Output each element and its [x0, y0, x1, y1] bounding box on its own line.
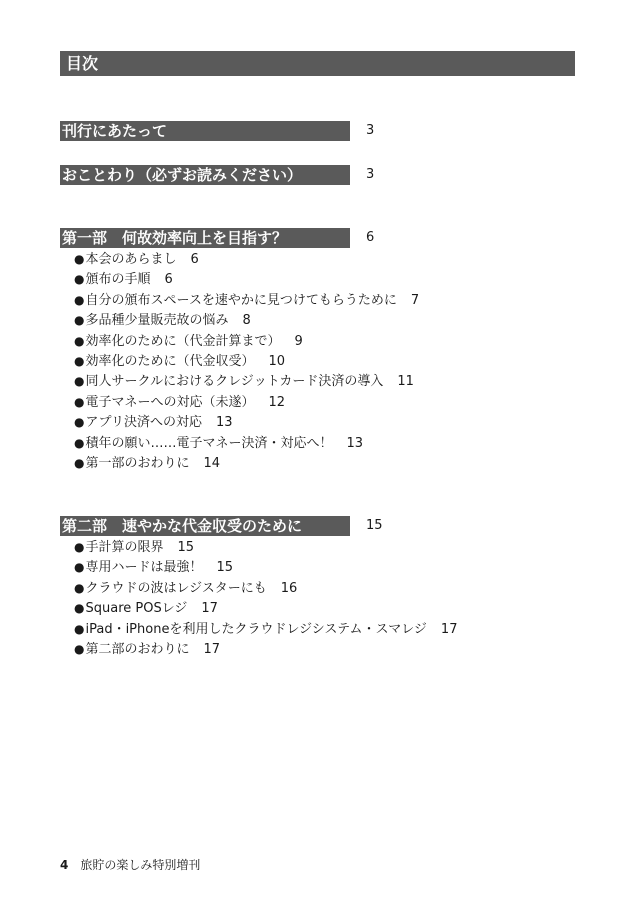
bullet-icon: ● — [74, 272, 85, 287]
bullet-icon: ● — [74, 601, 85, 616]
bullet-icon: ● — [74, 252, 85, 266]
toc-entry-page: 3 — [366, 123, 375, 138]
list-item[interactable]: ●多品種少量販売故の悩み 8 — [74, 313, 251, 329]
list-item[interactable]: ●電子マネーへの対応（未遂） 12 — [74, 394, 286, 410]
toc-title: 目次 — [60, 51, 575, 76]
bullet-icon: ● — [74, 455, 85, 470]
list-item[interactable]: ●iPad・iPhoneを利用したクラウドレジシステム・スマレジ 17 — [74, 621, 458, 637]
toc-section-page: 15 — [366, 518, 383, 533]
toc-section-label: 第一部 何故効率向上を目指す？ — [60, 228, 350, 248]
bullet-icon: ● — [74, 313, 85, 328]
list-item[interactable]: ●同人サークルにおけるクレジットカード決済の導入 11 — [74, 374, 414, 390]
list-item[interactable]: ●自分の頒布スペースを速やかに見つけてもらうために 7 — [74, 292, 420, 308]
part2-item-list — [74, 537, 457, 659]
publication-title: 旅貯の楽しみ特別増刊 — [80, 858, 201, 872]
page-number: 4 — [60, 858, 69, 872]
bullet-icon: ● — [74, 641, 85, 656]
list-item[interactable]: ●頒布の手順 6 — [74, 272, 173, 288]
toc-section-label: 第二部 速やかな代金収受のために — [60, 516, 350, 536]
bullet-icon: ● — [74, 394, 85, 409]
list-item[interactable]: ●本会のあらまし 6 — [74, 252, 199, 267]
bullet-icon: ● — [74, 580, 85, 595]
list-item[interactable]: ●第二部のおわりに 17 — [74, 641, 221, 657]
list-item[interactable]: ●アプリ決済への対応 13 — [74, 415, 233, 431]
bullet-icon: ● — [74, 333, 85, 348]
list-item[interactable]: ●第一部のおわりに 14 — [74, 455, 221, 471]
bullet-icon: ● — [74, 560, 85, 575]
list-item[interactable]: ●効率化のために（代金計算まで） 9 — [74, 333, 303, 349]
list-item[interactable]: ●クラウドの波はレジスターにも 16 — [74, 580, 298, 596]
bullet-icon: ● — [74, 292, 85, 307]
page-footer — [60, 856, 200, 873]
bullet-icon: ● — [74, 540, 85, 554]
bullet-icon: ● — [74, 353, 85, 368]
list-item[interactable]: ●専用ハードは最強！ 15 — [74, 560, 234, 576]
list-item[interactable]: ●Square POSレジ 17 — [74, 601, 218, 617]
toc-entry-label: おことわり（必ずお読みください） — [60, 165, 350, 185]
toc-entry-label: 刊行にあたって — [60, 121, 350, 141]
toc-section-page: 6 — [366, 230, 375, 245]
toc-entry-page: 3 — [366, 167, 375, 182]
list-item[interactable]: ●手計算の限界 15 — [74, 540, 195, 555]
list-item[interactable]: ●積年の願い……電子マネー決済・対応へ！ 13 — [74, 435, 364, 451]
bullet-icon: ● — [74, 415, 85, 430]
part1-item-list — [74, 249, 419, 473]
bullet-icon: ● — [74, 435, 85, 450]
bullet-icon: ● — [74, 374, 85, 389]
bullet-icon: ● — [74, 621, 85, 636]
list-item[interactable]: ●効率化のために（代金収受） 10 — [74, 353, 286, 369]
